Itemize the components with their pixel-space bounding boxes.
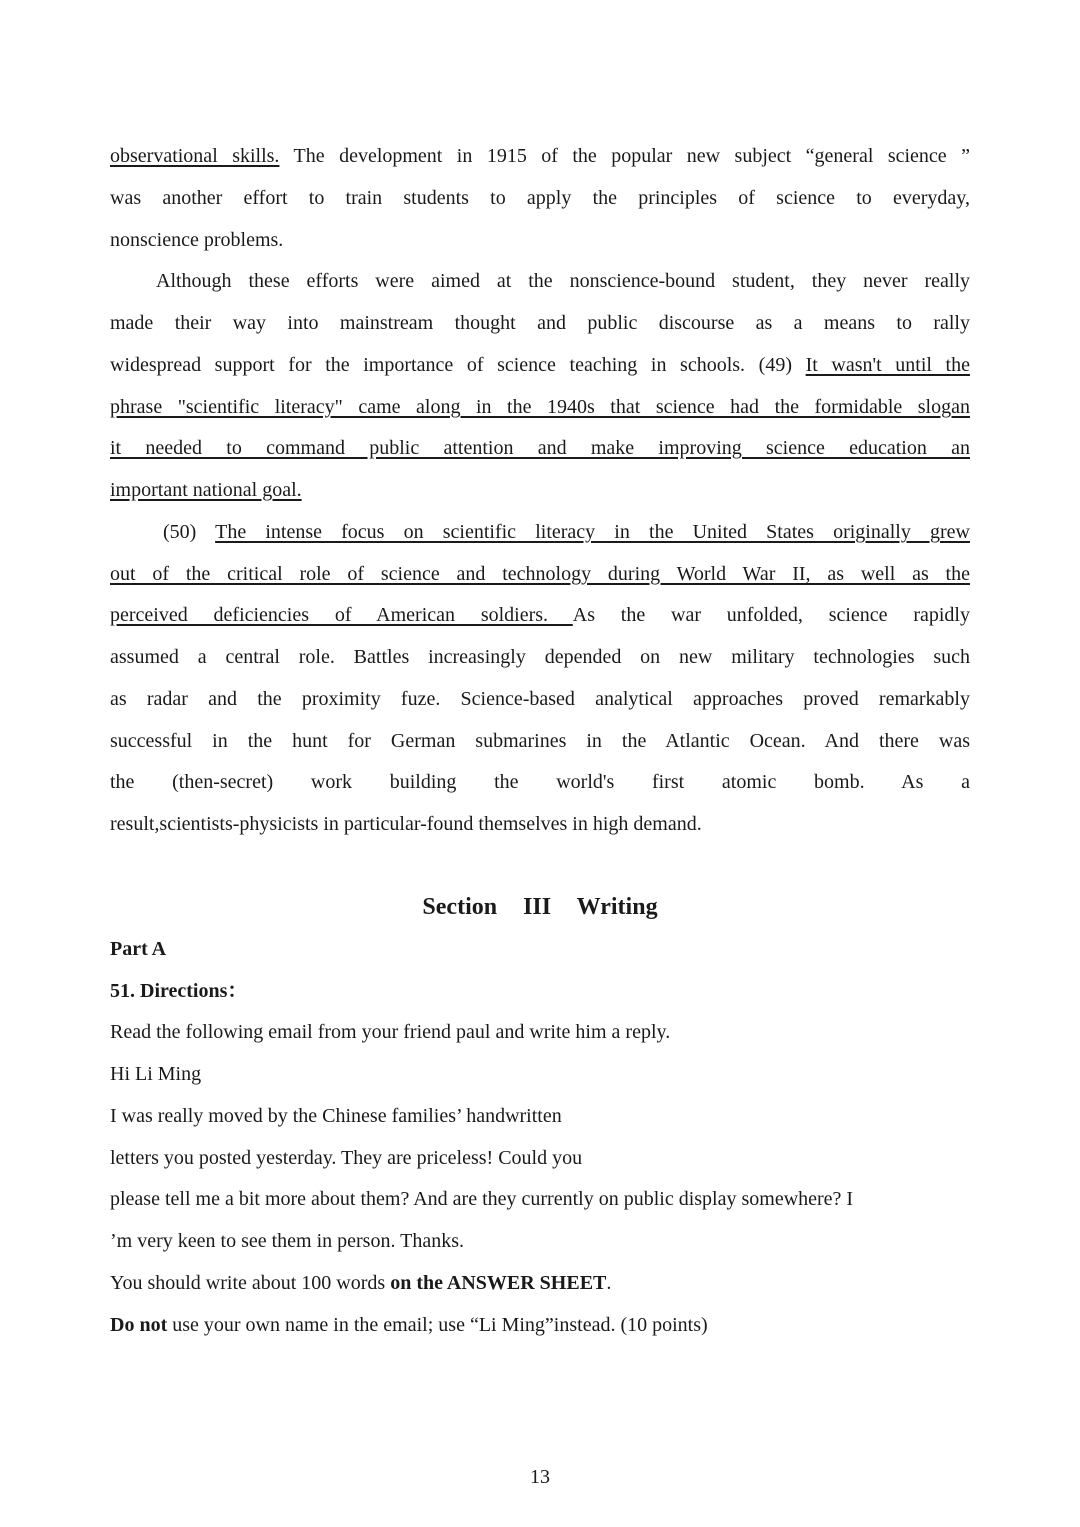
bold-text: Do not	[110, 1314, 168, 1336]
passage-line	[163, 520, 970, 544]
underlined-text: The intense focus on scientific literacy in the United States originally grew	[215, 521, 970, 543]
text-span: (50)	[163, 521, 216, 543]
underlined-text: It wasn't until the	[805, 354, 970, 376]
part-heading: Part A	[110, 938, 167, 960]
underlined-text: observational skills.	[110, 145, 280, 167]
email-line: letters you posted yesterday. They are priceless! Could you	[110, 1147, 583, 1169]
passage-line	[110, 144, 970, 168]
text-span: use your own name in the email; use “Li Ming”instead. (10 points)	[167, 1314, 708, 1336]
email-line: I was really moved by the Chinese families’ handwritten	[110, 1105, 562, 1127]
passage-line: assumed a central role. Battles increasingly depended on new military technologies such	[110, 646, 970, 668]
passage-line: nonscience problems.	[110, 229, 284, 251]
passage-line	[110, 353, 970, 377]
text-span: You should write about 100 words	[110, 1272, 391, 1294]
email-line: ’m very keen to see them in person. Thanks.	[110, 1230, 464, 1252]
underlined-text: perceived deficiencies of American soldiers.	[110, 604, 573, 626]
instruction-text: Read the following email from your friend paul and write him a reply.	[110, 1021, 671, 1043]
passage-line	[110, 603, 970, 627]
passage-line: was another effort to train students to apply the principles of science to everyday,	[110, 187, 970, 209]
text-span: As the war unfolded, science rapidly	[572, 604, 970, 626]
text-span: widespread support for the importance of science teaching in schools. (49)	[110, 354, 806, 376]
text-span: .	[606, 1272, 612, 1294]
passage-line: as radar and the proximity fuze. Science-based analytical approaches proved remarkably	[110, 688, 970, 710]
passage-line: important national goal.	[110, 479, 302, 501]
passage-line: it needed to command public attention and make improving science education an	[110, 437, 970, 459]
passage-line: result,scientists-physicists in particular-found themselves in high demand.	[110, 813, 702, 835]
bold-text: on the ANSWER SHEET	[390, 1272, 607, 1294]
passage-line: phrase "scientific literacy" came along in the 1940s that science had the formidable slogan	[110, 396, 970, 418]
passage-line: out of the critical role of science and technology during World War II, as well as the	[110, 563, 970, 585]
word-count-instruction	[110, 1271, 970, 1295]
passage-line: Although these efforts were aimed at the nonscience-bound student, they never really	[156, 270, 970, 292]
text-span: The development in 1915 of the popular new subject “general science ”	[279, 145, 971, 167]
passage-line: the (then-secret) work building the world's first atomic bomb. As a	[110, 771, 970, 793]
passage-line: made their way into mainstream thought and public discourse as a means to rally	[110, 312, 970, 334]
page-number: 13	[530, 1466, 550, 1488]
email-line: please tell me a bit more about them? And are they currently on public display somewhere? I	[110, 1188, 854, 1210]
section-title: Section III Writing	[422, 894, 658, 920]
directions-heading: 51. Directions：	[110, 980, 248, 1002]
name-instruction	[110, 1313, 970, 1337]
email-line: Hi Li Ming	[110, 1063, 202, 1085]
passage-line: successful in the hunt for German submarines in the Atlantic Ocean. And there was	[110, 730, 970, 752]
